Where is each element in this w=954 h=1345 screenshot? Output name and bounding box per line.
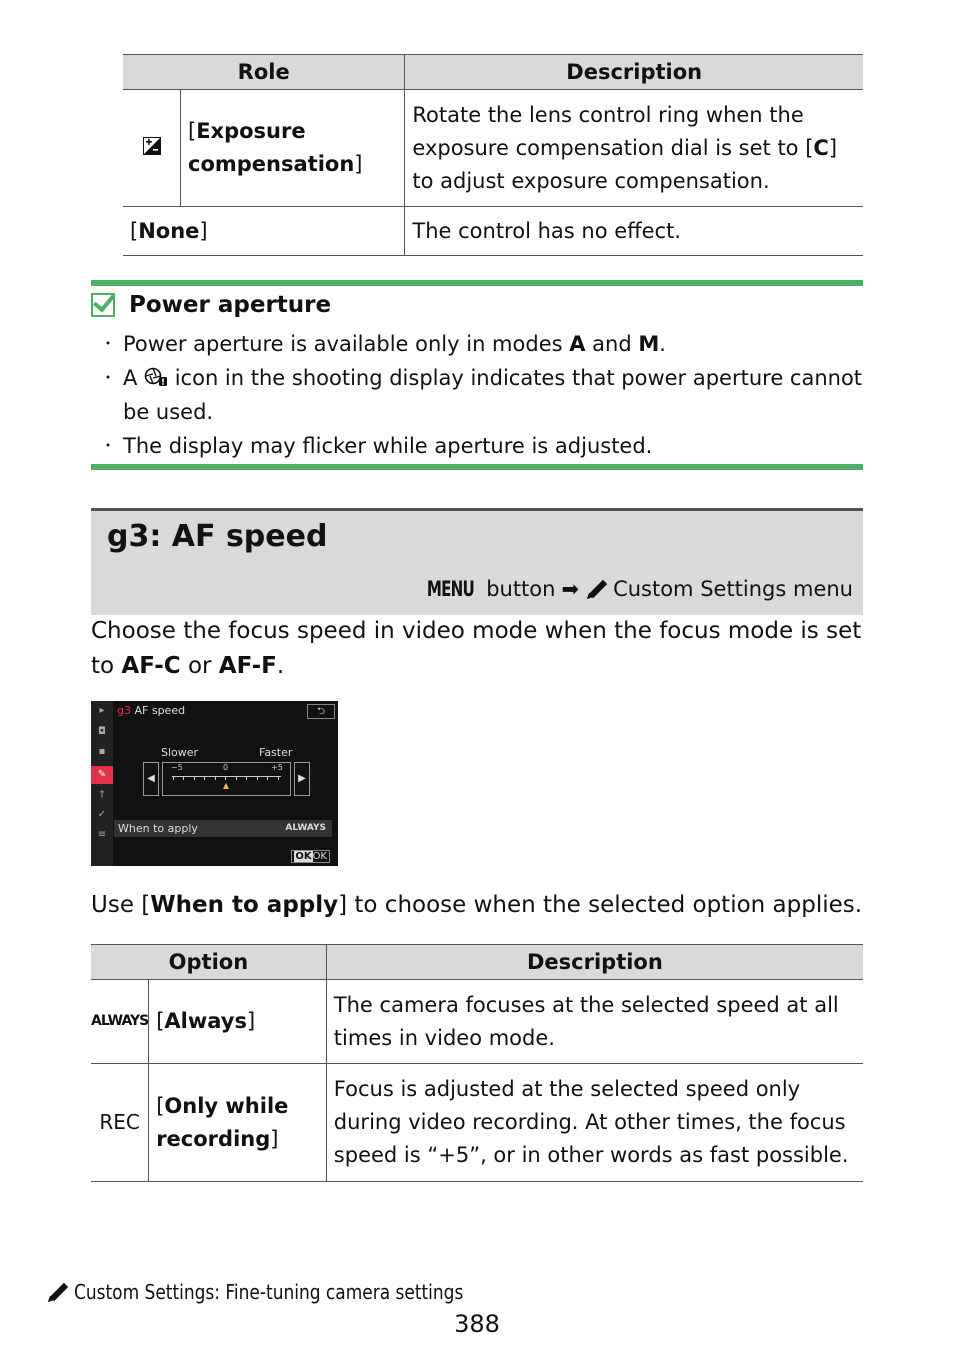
description-header: Description <box>326 945 863 980</box>
wrench-icon: † <box>99 789 105 800</box>
description-always: The camera focuses at the selected speed at all times in video mode. <box>326 980 863 1064</box>
retouch-icon: ✓ <box>97 809 107 820</box>
menu-path <box>421 577 853 601</box>
list-item: ・ The display may flicker while aperture is adjusted. <box>100 434 653 458</box>
pencil-icon <box>585 578 607 600</box>
power-aperture-disabled-icon <box>144 367 168 387</box>
scale-min-label: −5 <box>171 763 183 772</box>
page-number: 388 <box>454 1310 500 1338</box>
section-header <box>91 508 863 615</box>
description-exposure-compensation: Rotate the lens control ring when the exposure compensation dial is set to [C] to adjust exposure compensation. <box>405 90 863 207</box>
note-bullets <box>100 327 870 463</box>
intro-paragraph: Choose the focus speed in video mode when the focus mode is set to AF-C or AF-F. <box>91 618 862 679</box>
footer-link[interactable]: Custom Settings: Fine-tuning camera settings <box>46 1280 532 1304</box>
camera-menu-screenshot <box>91 701 338 866</box>
role-table <box>123 54 863 256</box>
always-code: ALWAYS <box>91 980 149 1064</box>
list-item: ・ A icon in the shooting display indicates that power aperture cannot be used. <box>100 366 863 424</box>
note-title: Power aperture <box>91 292 331 318</box>
role-header: Role <box>123 55 405 90</box>
check-icon <box>91 293 115 317</box>
ok-button-label: OKOK <box>291 850 330 863</box>
slower-label: Slower <box>161 746 199 759</box>
menu-sidebar <box>91 701 113 866</box>
description-none: The control has no effect. <box>405 207 863 256</box>
camera-icon: ◘ <box>98 726 106 737</box>
rec-code: REC <box>91 1064 149 1182</box>
role-exposure-compensation: [Exposure compensation] <box>181 90 405 207</box>
option-only-while-recording: [Only while recording] <box>149 1064 327 1182</box>
note-top-bar <box>91 280 863 286</box>
list-item: ・ Power aperture is available only in modes A and M. <box>100 332 666 356</box>
screen-title: g3 AF speed <box>117 704 186 717</box>
speed-scale <box>162 762 291 796</box>
menu-name: Custom Settings menu <box>613 577 853 601</box>
arrow-right-icon: ➡ <box>561 577 580 601</box>
button-label: button <box>486 577 556 601</box>
back-icon: ⮌ <box>307 704 335 719</box>
speed-marker <box>223 783 229 789</box>
menu-button-label: MENU <box>427 577 475 601</box>
section-title: g3: AF speed <box>107 519 328 554</box>
scale-max-label: +5 <box>271 763 283 772</box>
option-header: Option <box>91 945 326 980</box>
scale-mid-label: 0 <box>223 763 229 772</box>
role-none: [None] <box>123 207 405 256</box>
use-paragraph: Use [When to apply] to choose when the selected option applies. <box>91 892 863 918</box>
option-table <box>91 944 863 1182</box>
faster-label: Faster <box>259 746 293 759</box>
my-menu-icon: ≡ <box>97 829 107 840</box>
movie-icon: ▪ <box>98 746 106 757</box>
pencil-icon <box>46 1281 68 1303</box>
when-to-apply-row: When to apply ALWAYS <box>114 820 332 837</box>
note-bottom-bar <box>91 464 863 470</box>
pencil-icon: ✎ <box>91 766 113 784</box>
description-only-while-recording: Focus is adjusted at the selected speed only during video recording. At other times, the focus speed is “+5”, or in other words as fast possible. <box>326 1064 863 1182</box>
playback-icon: ▸ <box>99 705 105 716</box>
option-always: [Always] <box>149 980 327 1064</box>
exposure-compensation-icon <box>123 90 181 207</box>
left-arrow-icon: ◀ <box>143 762 159 796</box>
right-arrow-icon: ▶ <box>294 762 310 796</box>
description-header: Description <box>405 55 863 90</box>
